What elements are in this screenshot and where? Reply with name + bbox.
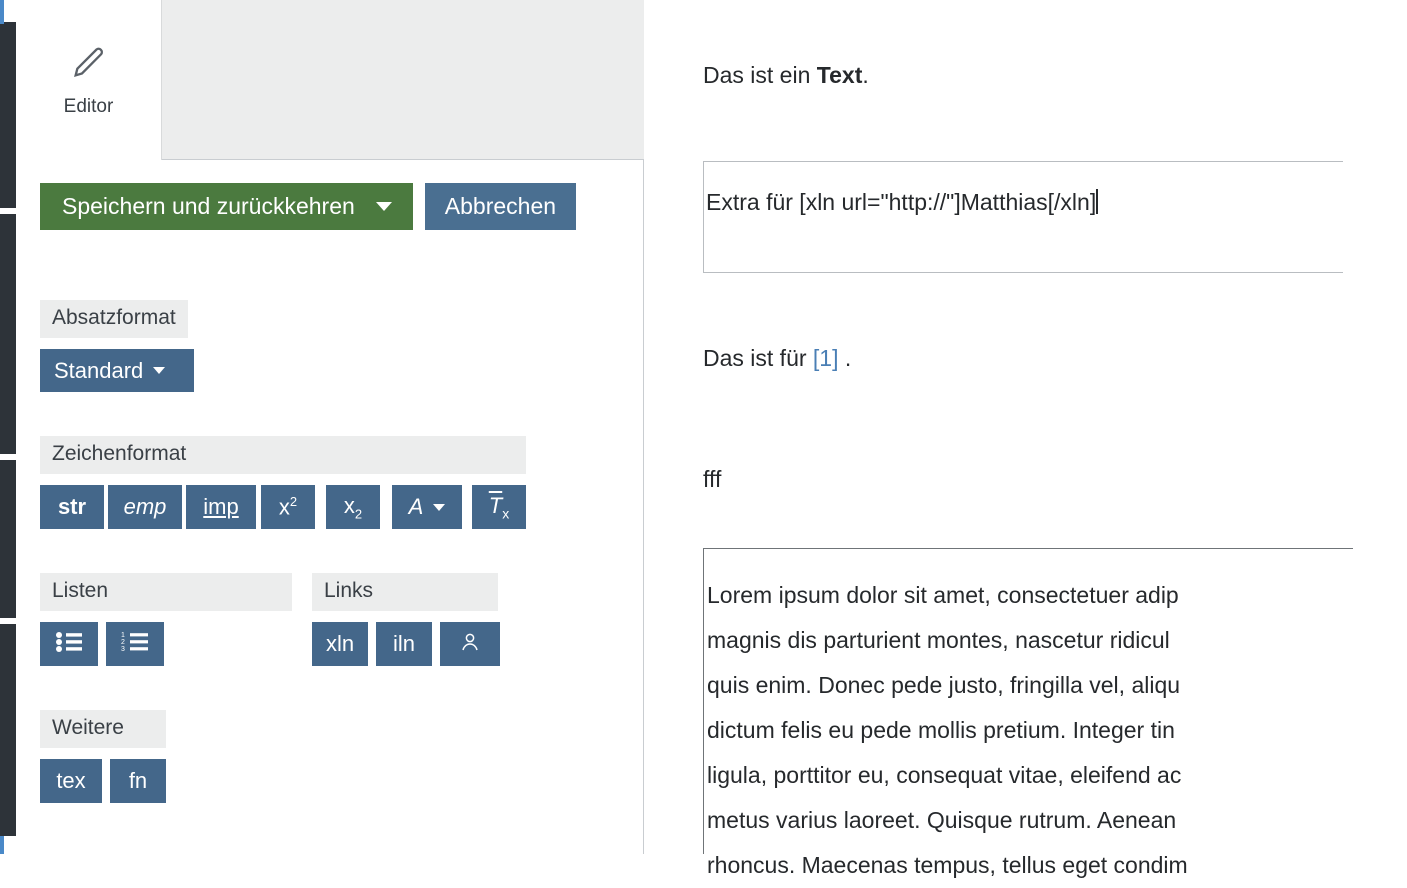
paragraph-format-value: Standard bbox=[54, 357, 144, 383]
preview-line-1-suffix: . bbox=[862, 62, 869, 88]
svg-text:3: 3 bbox=[121, 645, 125, 653]
tex-label: tex bbox=[56, 768, 86, 793]
svg-text:2: 2 bbox=[121, 638, 125, 646]
numbered-list-icon bbox=[121, 631, 149, 658]
subscript-index: 2 bbox=[354, 506, 363, 522]
user-icon bbox=[458, 630, 482, 659]
left-rail bbox=[0, 0, 16, 854]
external-link-button[interactable] bbox=[312, 622, 368, 666]
clear-formatting-icon: $\overline{T}_x$ bbox=[488, 492, 510, 522]
important-button[interactable] bbox=[186, 485, 256, 529]
internal-link-label: iln bbox=[392, 631, 415, 656]
pencil-icon bbox=[69, 42, 109, 82]
preview-line-3: fff bbox=[703, 466, 722, 492]
inline-edit-field-text bbox=[706, 189, 1098, 216]
inline-edit-field[interactable] bbox=[703, 161, 1343, 273]
preview-pane bbox=[645, 0, 1280, 878]
cancel-label: Abbrechen bbox=[444, 193, 557, 219]
rail-active-indicator bbox=[0, 836, 4, 854]
preview-line-1-prefix: Das ist ein bbox=[703, 62, 817, 88]
preview-line-2 bbox=[703, 345, 851, 372]
inline-edit-field-value: Extra für [xln url="http://"]Matthias[/xln] bbox=[706, 189, 1097, 215]
rail-segment[interactable] bbox=[0, 624, 16, 836]
emphasis-label: emp bbox=[123, 494, 167, 519]
preview-line-2-suffix: . bbox=[838, 345, 852, 371]
subscript-label bbox=[344, 493, 362, 521]
rail-active-indicator bbox=[0, 0, 4, 24]
chevron-down-icon bbox=[376, 202, 392, 211]
rail-segment[interactable] bbox=[0, 214, 16, 454]
save-and-return-button[interactable] bbox=[40, 183, 413, 230]
internal-link-button[interactable] bbox=[376, 622, 432, 666]
action-row bbox=[40, 183, 576, 230]
subscript-base: x bbox=[343, 492, 355, 518]
footnote-label: fn bbox=[128, 768, 148, 793]
footnote-reference-link[interactable]: [1] bbox=[812, 345, 839, 371]
superscript-label bbox=[279, 494, 297, 520]
preview-paragraph-text: Lorem ipsum dolor sit amet, consectetuer adip magnis dis parturient montes, nascetur ridicul quis enim. Donec pede justo, fringilla vel, aliqu dictum felis eu pede mollis pretium. Integer tin ligula, porttitor eu, consequat vitae, eleifend ac metus varius laoreet. Quisque rutrum. Aenean rhoncus. Maecenas tempus, tellus eget condim bbox=[707, 582, 1188, 878]
tab-editor[interactable] bbox=[16, 0, 162, 160]
rail-segment[interactable] bbox=[0, 22, 16, 208]
external-link-label: xln bbox=[325, 631, 355, 656]
footnote-button[interactable] bbox=[110, 759, 166, 803]
group-label-paragraph-format: Absatzformat bbox=[40, 300, 188, 338]
tex-button[interactable] bbox=[40, 759, 102, 803]
preview-line-2-prefix: Das ist für bbox=[703, 345, 813, 371]
superscript-base: x bbox=[278, 494, 290, 520]
group-label-character-format: Zeichenformat bbox=[40, 436, 526, 474]
superscript-button[interactable] bbox=[261, 485, 315, 529]
unordered-list-button[interactable] bbox=[40, 622, 98, 666]
tab-strip bbox=[16, 0, 644, 160]
important-label: imp bbox=[203, 494, 239, 519]
text-cursor bbox=[1096, 189, 1098, 214]
svg-text:1: 1 bbox=[121, 631, 125, 639]
ordered-list-button[interactable] bbox=[106, 622, 164, 666]
preview-paragraph-block[interactable] bbox=[703, 548, 1353, 878]
tab-editor-label: Editor bbox=[63, 96, 114, 117]
strong-label: str bbox=[57, 494, 87, 519]
group-label-lists: Listen bbox=[40, 573, 292, 611]
font-style-label: A bbox=[408, 494, 424, 519]
subscript-button[interactable] bbox=[326, 485, 380, 529]
clear-formatting-button[interactable] bbox=[472, 485, 526, 529]
preview-line-1-bold: Text bbox=[816, 62, 863, 88]
rail-segment[interactable] bbox=[0, 460, 16, 618]
user-link-button[interactable] bbox=[440, 622, 500, 666]
cancel-button[interactable] bbox=[425, 183, 576, 230]
save-and-return-label: Speichern und zurückkehren bbox=[62, 193, 355, 219]
superscript-exponent: 2 bbox=[289, 493, 298, 509]
emphasis-button[interactable] bbox=[108, 485, 182, 529]
preview-line-1 bbox=[703, 62, 869, 89]
chevron-down-icon bbox=[153, 367, 165, 374]
font-style-button[interactable] bbox=[392, 485, 462, 529]
bullet-list-icon bbox=[55, 631, 83, 658]
paragraph-format-select[interactable] bbox=[40, 349, 194, 392]
editor-panel bbox=[16, 0, 644, 854]
strong-button[interactable] bbox=[40, 485, 104, 529]
save-options-dropdown[interactable] bbox=[355, 183, 413, 230]
group-label-links: Links bbox=[312, 573, 498, 611]
group-label-more: Weitere bbox=[40, 710, 166, 748]
chevron-down-icon bbox=[433, 504, 445, 511]
